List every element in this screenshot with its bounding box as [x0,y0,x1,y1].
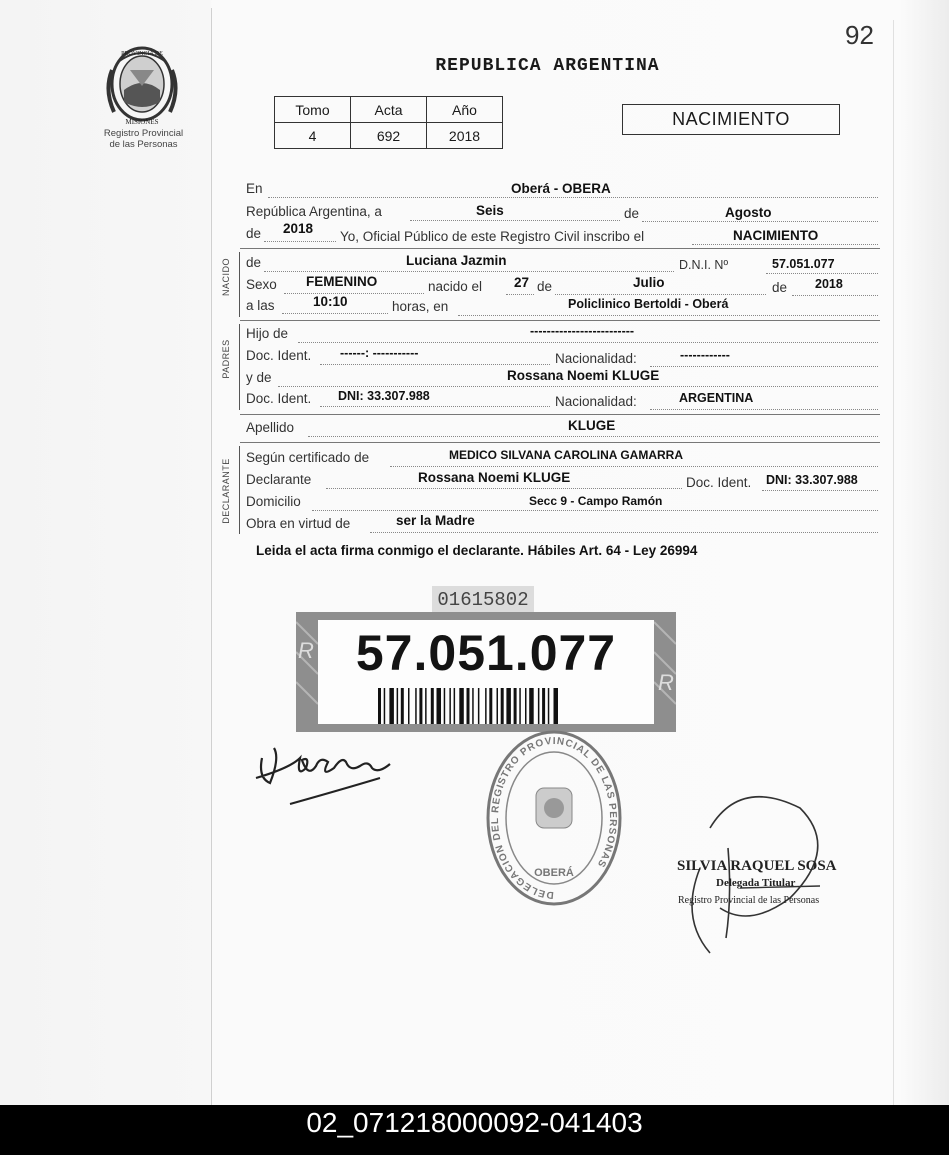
dotted-line [458,315,878,316]
apellido-label: Apellido [246,420,295,435]
dotted-line [766,273,878,274]
section-divider [240,248,880,249]
father-doc-value: ------: ----------- [340,346,419,360]
declarant-doc-label: Doc. Ident. [686,475,752,490]
section-bar [239,446,240,534]
de-label: de [624,206,640,221]
dotted-line [792,295,878,296]
record-table [274,96,503,149]
seal-city-text: OBERÁ [534,867,574,879]
month-value: Agosto [725,205,772,220]
dotted-line [264,271,674,272]
day-value: Seis [476,203,504,218]
footer-file-code: 02_071218000092-041403 [306,1107,643,1138]
nacido-el-label: nacido el [428,279,483,294]
birth-place-value: Policlinico Bertoldi - Oberá [568,297,729,311]
tomo-header: Tomo [275,97,351,123]
sticker-dni-number: 57.051.077 [355,625,617,681]
obra-label: Obra en virtud de [246,516,351,531]
mother-doc-label: Doc. Ident. [246,391,312,406]
address-value: Secc 9 - Campo Ramón [529,494,663,508]
domicilio-label: Domicilio [246,494,301,509]
mother-nationality-value: ARGENTINA [679,391,754,405]
province-crest-icon [100,40,185,128]
a-las-label: a las [246,298,275,313]
closing-statement: Leida el acta firma conmigo el declarante. Hábiles Art. 64 - Ley 26994 [256,543,698,558]
signer-title: Delegada Titular [716,877,796,889]
office-line-2: de las Personas [109,139,178,150]
de2-label: de [246,226,262,241]
dotted-line [312,510,878,511]
dotted-line [650,366,878,367]
section-divider [240,442,880,443]
child-dni-value: 57.051.077 [772,257,835,271]
sticker-face [318,620,654,724]
place-value: Oberá - OBERA [511,181,611,196]
section-bar [239,324,240,410]
dotted-line [506,294,534,295]
crest-top-text: PROVINCIA DE [121,51,163,57]
declarant-signature-icon [250,738,400,813]
certificate-value: MEDICO SILVANA CAROLINA GAMARRA [449,448,683,462]
declarante-label: Declarante [246,472,312,487]
act-type-value: NACIMIENTO [733,228,819,243]
serial-number: 01615802 [432,586,534,614]
birth-year-value: 2018 [815,277,843,291]
capacity-value: ser la Madre [396,513,475,528]
dotted-line [298,342,878,343]
section-bar [239,252,240,317]
margin-rule [211,8,212,1105]
sticker-letter-left: R [298,638,314,663]
declarante-section-label: DECLARANTE [221,458,231,524]
dotted-line [278,386,878,387]
document-title: REPUBLICA ARGENTINA [435,56,660,76]
acta-header: Acta [351,97,427,123]
seal-ring-text: DELEGACION DEL REGISTRO PROVINCIAL DE LAS PERSONAS [489,735,619,901]
official-seal-icon [484,730,624,910]
dni-label: D.N.I. Nº [679,258,729,272]
section-divider [240,320,880,321]
right-edge-rule [893,20,894,1105]
birth-day-value: 27 [514,275,530,290]
dotted-line [650,409,878,410]
tomo-value: 4 [275,123,351,149]
office-line-1: Registro Provincial [103,128,184,139]
dotted-line [762,490,878,491]
official-signature-icon [680,788,840,963]
dotted-line [410,220,620,221]
barcode-icon [378,688,596,724]
dotted-line [326,488,682,489]
father-name-value: ------------------------- [530,324,635,338]
section-divider [240,414,880,415]
office-caption [86,128,201,150]
surname-value: KLUGE [568,418,616,433]
mother-nationality-label: Nacionalidad: [555,394,637,409]
dotted-line [370,532,878,533]
birth-time-value: 10:10 [313,294,348,309]
dotted-line [308,436,878,437]
record-type-box: NACIMIENTO [622,104,840,135]
nacido-section-label: NACIDO [221,258,231,297]
declarant-doc-value: DNI: 33.307.988 [766,473,858,487]
record-table-value-row [275,123,503,149]
father-nationality-label: Nacionalidad: [555,351,637,366]
signer-office: Registro Provincial de las Personas [678,895,820,906]
hijo-de-label: Hijo de [246,326,289,341]
father-doc-label: Doc. Ident. [246,348,312,363]
dotted-line [268,197,878,198]
dotted-line [282,313,388,314]
dotted-line [692,244,878,245]
ano-header: Año [427,97,503,123]
de-label-3: de [772,280,788,295]
de-name-label: de [246,255,262,270]
sex-value: FEMENINO [306,274,378,289]
year-value: 2018 [283,221,314,236]
child-name-value: Luciana Jazmin [406,253,507,268]
certificado-label: Según certificado de [246,450,370,465]
official-text: Yo, Oficial Público de este Registro Civil inscribo el [340,229,645,244]
father-nationality-value: ------------ [680,348,730,362]
dotted-line [284,293,424,294]
signer-name: SILVIA RAQUEL SOSA [677,858,837,874]
mother-doc-value: DNI: 33.307.988 [338,389,430,403]
sexo-label: Sexo [246,277,277,292]
dni-sticker [296,612,676,732]
padres-section-label: PADRES [221,339,231,379]
acta-value: 692 [351,123,427,149]
republic-label: República Argentina, a [246,204,382,219]
dotted-line [320,406,550,407]
birth-month-value: Julio [633,275,665,290]
sticker-letter-right: R [658,670,674,695]
record-table-header-row [275,97,503,123]
declarant-value: Rossana Noemi KLUGE [418,470,571,485]
crest-bottom-text: MISIONES [125,118,159,126]
y-de-label: y de [246,370,272,385]
dotted-line [642,221,878,222]
de-label-2: de [537,279,553,294]
page-number: 92 [845,20,874,50]
horas-label: horas, en [392,299,449,314]
en-label: En [246,181,263,196]
dotted-line [264,241,336,242]
mother-name-value: Rossana Noemi KLUGE [507,368,660,383]
dotted-line [555,294,766,295]
dotted-line [320,364,550,365]
dotted-line [390,466,878,467]
ano-value: 2018 [427,123,503,149]
